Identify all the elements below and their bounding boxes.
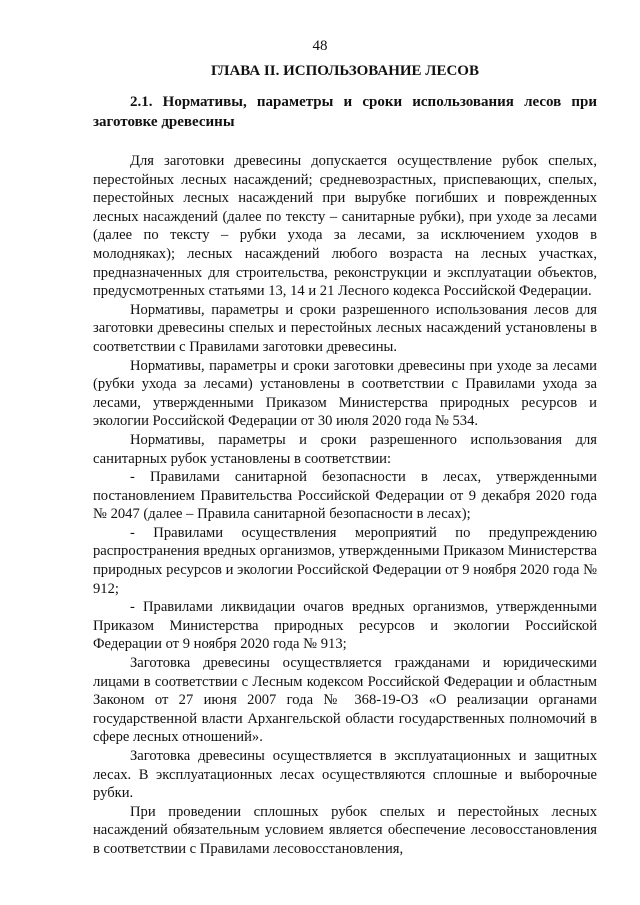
paragraph: Для заготовки древесины допускается осуществление рубок спелых, перестойных лесных насаждений; средневозрастных, приспевающих, спелых, перестойных лесных насаждений при вырубке погибших и поврежденных лесных насаждений (далее по тексту – санитарные рубки), при уходе за лесами (далее по тексту – рубки ухода за лесами, за исключением уходов в молодняках); лесных насаждений любого возраста на лесных участках, предназначенных для строительства, реконструкции и эксплуатации объектов, предусмотренных статьями 13, 14 и 21 Лесного кодекса Российской Федерации. xyxy=(93,153,597,300)
paragraph: Заготовка древесины осуществляется в эксплуатационных и защитных лесах. В эксплуатационных лесах осуществляются сплошные и выборочные рубки. xyxy=(93,748,597,802)
paragraph: Заготовка древесины осуществляется гражданами и юридическими лицами в соответствии с Лесным кодексом Российской Федерации и областным Законом от 27 июня 2007 года № 368-19-ОЗ «О реализации органами государственной власти Архангельской области государственных полномочий в сфере лесных отношений». xyxy=(93,655,597,746)
section-title: 2.1. Нормативы, параметры и сроки использования лесов при заготовке древесины xyxy=(93,94,597,130)
document-body xyxy=(93,152,597,859)
chapter-title: ГЛАВА II. ИСПОЛЬЗОВАНИЕ ЛЕСОВ xyxy=(211,63,479,79)
list-item: - Правилами осуществления мероприятий по предупреждению распространения вредных организмов, утвержденными Приказом Министерства природных ресурсов и экологии Российской Федерации от 9 ноября 2020 года № 912; xyxy=(93,524,597,597)
paragraph: Нормативы, параметры и сроки разрешенного использования лесов для заготовки древесины спелых и перестойных лесных насаждений установлены в соответствии с Правилами заготовки древесины. xyxy=(93,301,597,355)
paragraph: Нормативы, параметры и сроки заготовки древесины при уходе за лесами (рубки ухода за лесами) установлены в соответствии с Правилами ухода за лесами, утвержденными Приказом Министерства природных ресурсов и экологии Российской Федерации от 30 июля 2020 года № 534. xyxy=(93,357,597,430)
list-item: - Правилами санитарной безопасности в лесах, утвержденными постановлением Правительства Российской Федерации от 9 декабря 2020 года № 2047 (далее – Правила санитарной безопасности в лесах); xyxy=(93,469,597,523)
paragraph: Нормативы, параметры и сроки разрешенного использования для санитарных рубок установлены в соответствии: xyxy=(93,431,597,467)
page-number: 48 xyxy=(312,38,328,54)
list-item: - Правилами ликвидации очагов вредных организмов, утвержденными Приказом Министерства природных ресурсов и экологии Российской Федерации от 9 ноября 2020 года № 913; xyxy=(93,599,597,653)
paragraph: При проведении сплошных рубок спелых и перестойных лесных насаждений обязательным условием является обеспечение лесовосстановления в соответствии с Правилами лесовосстановления, xyxy=(93,803,597,857)
